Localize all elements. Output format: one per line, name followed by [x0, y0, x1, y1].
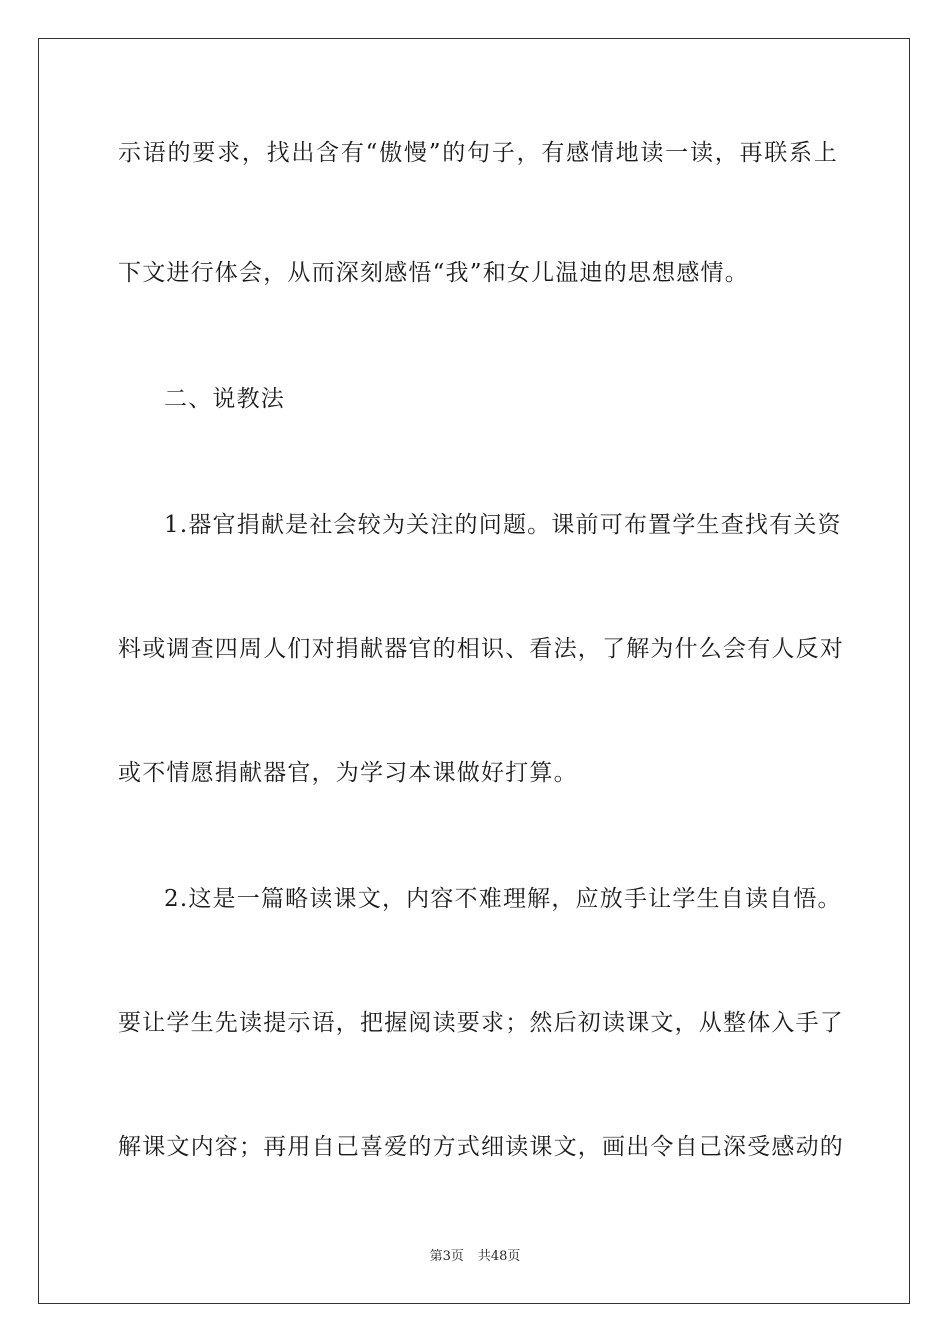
page-number: 第3页	[429, 1249, 464, 1264]
page-total: 共48页	[477, 1249, 521, 1264]
paragraph-line-6: 2.这是一篇略读课文，内容不难理解，应放手让学生自读自悟。	[164, 886, 842, 912]
paragraph-line-5: 或不情愿捐献器官，为学习本课做好打算。	[118, 760, 578, 786]
paragraph-line-7: 要让学生先读提示语，把握阅读要求；然后初读课文，从整体入手了	[118, 1010, 844, 1036]
paragraph-line-2: 下文进行体会，从而深刻感悟“我”和女儿温迪的思想感情。	[118, 260, 749, 286]
paragraph-line-3: 1.器官捐献是社会较为关注的问题。课前可布置学生查找有关资	[164, 512, 842, 538]
paragraph-line-4: 料或调查四周人们对捐献器官的相识、看法，了解为什么会有人反对	[118, 636, 844, 662]
paragraph-line-8: 解课文内容；再用自己喜爱的方式细读课文，画出令自己深受感动的	[118, 1134, 844, 1160]
section-heading: 二、说教法	[164, 386, 285, 412]
page-footer	[0, 1248, 950, 1266]
paragraph-line-1: 示语的要求，找出含有“傲慢”的句子，有感情地读一读，再联系上	[118, 140, 838, 166]
page-border	[38, 38, 910, 1304]
